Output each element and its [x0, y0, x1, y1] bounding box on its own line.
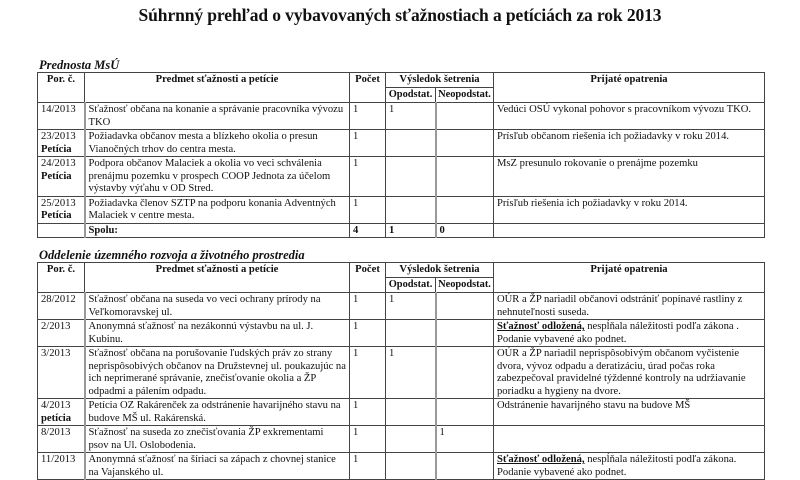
row-number: [38, 320, 85, 347]
row-justified: [386, 426, 436, 453]
row-number: [38, 347, 85, 399]
row-measures: [494, 157, 765, 197]
row-count: 1: [350, 399, 386, 426]
row-measures: [494, 103, 765, 130]
row-measures-text: OÚR a ŽP nariadil občanovi odstrániť popínavé rastliny z nehnuteľnosti suseda.: [497, 294, 743, 318]
row-number: [38, 103, 85, 130]
section-title-prednosta: Prednosta MsÚ: [39, 58, 120, 72]
table-row: [38, 293, 765, 320]
total-label: Spolu:: [85, 223, 350, 238]
row-number: [38, 196, 85, 223]
row-justified: [386, 196, 436, 223]
table-row: [38, 399, 765, 426]
row-number-value: 24/2013: [41, 158, 76, 169]
row-justified: [386, 130, 436, 157]
row-number: [38, 426, 85, 453]
row-unjustified: [436, 196, 494, 223]
row-measures: [494, 320, 765, 347]
row-unjustified: [436, 103, 494, 130]
header-opodstat: Opodstat.: [386, 87, 436, 103]
header-opodstat: Opodstat.: [386, 277, 436, 293]
row-justified: [386, 399, 436, 426]
section-title-ourzp: Oddelenie územného rozvoja a životného prostredia: [39, 248, 305, 262]
total-unjustified: 0: [436, 223, 494, 238]
row-measures-text: Prísľub riešenia ich požiadavky v roku 2014.: [497, 197, 688, 209]
row-unjustified: [436, 157, 494, 197]
row-number-value: 3/2013: [41, 348, 71, 359]
row-count: 1: [350, 320, 386, 347]
row-measures-text: nespĺňala náležitosti podľa zákona . Podanie vybavené ako podnet.: [497, 321, 739, 345]
row-unjustified: [436, 347, 494, 399]
header-row: [38, 73, 765, 88]
row-measures: [494, 426, 765, 453]
row-number: [38, 157, 85, 197]
row-number-value: 25/2013: [41, 197, 76, 209]
row-number-value: 28/2012: [41, 294, 76, 305]
row-number: [38, 453, 85, 480]
row-measures: [494, 347, 765, 399]
row-measures-text: Prísľub občanom riešenia ich požiadavky v roku 2014.: [497, 131, 730, 142]
row-measures: [494, 399, 765, 426]
total-empty: [38, 223, 85, 238]
row-measures-text: OÚR a ŽP nariadil neprispôsobivým občanom vyčistenie dvora, vývoz odpadu a deratizáciu, úrad počas roka zabezpečoval pravidelné týždenné kontroly na udržiavanie poriadku a hygieny na dvore.: [497, 348, 746, 397]
header-vysledok: Výsledok šetrenia: [386, 263, 494, 278]
header-opatrenia: Prijaté opatrenia: [494, 263, 765, 293]
table-row: [38, 320, 765, 347]
table-row: [38, 103, 765, 130]
row-count: 1: [350, 130, 386, 157]
header-por: Por. č.: [38, 263, 85, 293]
header-predmet: Predmet sťažnosti a petície: [85, 73, 350, 103]
row-number-value: 23/2013: [41, 131, 76, 142]
row-subject: Petícia OZ Rakárenček za odstránenie havarijného stavu na budove MŠ ul. Rakárenská.: [85, 399, 350, 426]
row-subject: Sťažnosť občana na konanie a správanie pracovníka vývozu TKO: [85, 103, 350, 130]
row-justified: 1: [386, 347, 436, 399]
header-pocet: Počet: [350, 263, 386, 293]
row-count: 1: [350, 453, 386, 480]
row-number-value: 8/2013: [41, 427, 71, 438]
row-measures: [494, 293, 765, 320]
row-justified: 1: [386, 293, 436, 320]
row-number: [38, 399, 85, 426]
row-type-tag: Petícia: [41, 143, 72, 155]
header-neopodstat: Neopodstat.: [436, 277, 494, 293]
table-row: [38, 157, 765, 197]
row-subject: Sťažnosť občana na porušovanie ľudských práv zo strany neprispôsobivých občanov na Družstevnej ul. poukazujúc na ich neprimerané správanie, znečisťovanie okolia a ŽP odpadmi a pálením odpadu.: [85, 347, 350, 399]
row-type-tag: Petícia: [41, 170, 72, 182]
row-unjustified: [436, 399, 494, 426]
row-justified: [386, 453, 436, 480]
row-count: 1: [350, 196, 386, 223]
header-row: [38, 263, 765, 278]
row-subject: Podpora občanov Malaciek a okolia vo veci schválenia prenájmu pozemku v prospech COOP Jednota za účelom výstavby výťahu v OD Stred.: [85, 157, 350, 197]
header-por: Por. č.: [38, 73, 85, 103]
row-measures-status: Sťažnosť odložená,: [497, 321, 585, 332]
header-pocet: Počet: [350, 73, 386, 103]
row-subject: Sťažnosť na suseda zo znečisťovania ŽP exkrementami psov na Ul. Oslobodenia.: [85, 426, 350, 453]
total-justified: 1: [386, 223, 436, 238]
row-count: 1: [350, 347, 386, 399]
row-subject: Požiadavka členov SZTP na podporu konania Adventných Malaciek v centre mesta.: [85, 196, 350, 223]
table-row: [38, 196, 765, 223]
row-subject: Požiadavka občanov mesta a blízkeho okolia o presun Vianočných trhov do centra mesta.: [85, 130, 350, 157]
row-number: [38, 130, 85, 157]
total-measures: [494, 223, 765, 238]
total-row: [38, 223, 765, 238]
row-subject: Anonymná sťažnosť na šíriaci sa zápach z chovnej stanice na Vajanského ul.: [85, 453, 350, 480]
table-row: [38, 453, 765, 480]
row-number-value: 14/2013: [41, 104, 76, 115]
row-count: 1: [350, 103, 386, 130]
row-number-value: 11/2013: [41, 454, 76, 465]
row-unjustified: [436, 293, 494, 320]
row-measures-text: Vedúci OSÚ vykonal pohovor s pracovníkom vývozu TKO.: [497, 104, 752, 115]
row-measures: [494, 130, 765, 157]
row-subject: Anonymná sťažnosť na nezákonnú výstavbu na ul. J. Kubinu.: [85, 320, 350, 347]
row-number-value: 4/2013: [41, 400, 71, 411]
header-neopodstat: Neopodstat.: [436, 87, 494, 103]
row-type-tag: petícia: [41, 412, 72, 424]
row-count: 1: [350, 157, 386, 197]
row-unjustified: [436, 453, 494, 480]
row-measures: [494, 453, 765, 480]
row-justified: [386, 320, 436, 347]
table-row: [38, 347, 765, 399]
row-number-value: 2/2013: [41, 321, 71, 332]
row-measures-text: Odstránenie havarijného stavu na budove MŠ: [497, 400, 691, 411]
row-measures-text: MsZ presunulo rokovanie o prenájme pozemku: [497, 158, 698, 169]
row-justified: [386, 157, 436, 197]
complaints-table-ourzp: [37, 262, 765, 480]
row-unjustified: 1: [436, 426, 494, 453]
row-type-tag: Petícia: [41, 210, 72, 221]
row-count: 1: [350, 293, 386, 320]
row-count: 1: [350, 426, 386, 453]
row-measures: [494, 196, 765, 223]
row-subject: Sťažnosť občana na suseda vo veci ochrany prírody na Veľkomoravskej ul.: [85, 293, 350, 320]
header-predmet: Predmet sťažnosti a petície: [85, 263, 350, 293]
page-title: Súhrnný prehľad o vybavovaných sťažnostiach a petíciách za rok 2013: [138, 5, 662, 25]
row-unjustified: [436, 320, 494, 347]
header-opatrenia: Prijaté opatrenia: [494, 73, 765, 103]
table-row: [38, 130, 765, 157]
complaints-table-prednosta: [37, 72, 765, 238]
row-justified: 1: [386, 103, 436, 130]
table-row: [38, 426, 765, 453]
row-measures-text: nespĺňala náležitosti podľa zákona. Podanie vybavené ako podnet.: [497, 454, 737, 478]
header-vysledok: Výsledok šetrenia: [386, 73, 494, 88]
total-count: 4: [350, 223, 386, 238]
row-unjustified: [436, 130, 494, 157]
row-measures-status: Sťažnosť odložená,: [497, 454, 585, 465]
row-number: [38, 293, 85, 320]
